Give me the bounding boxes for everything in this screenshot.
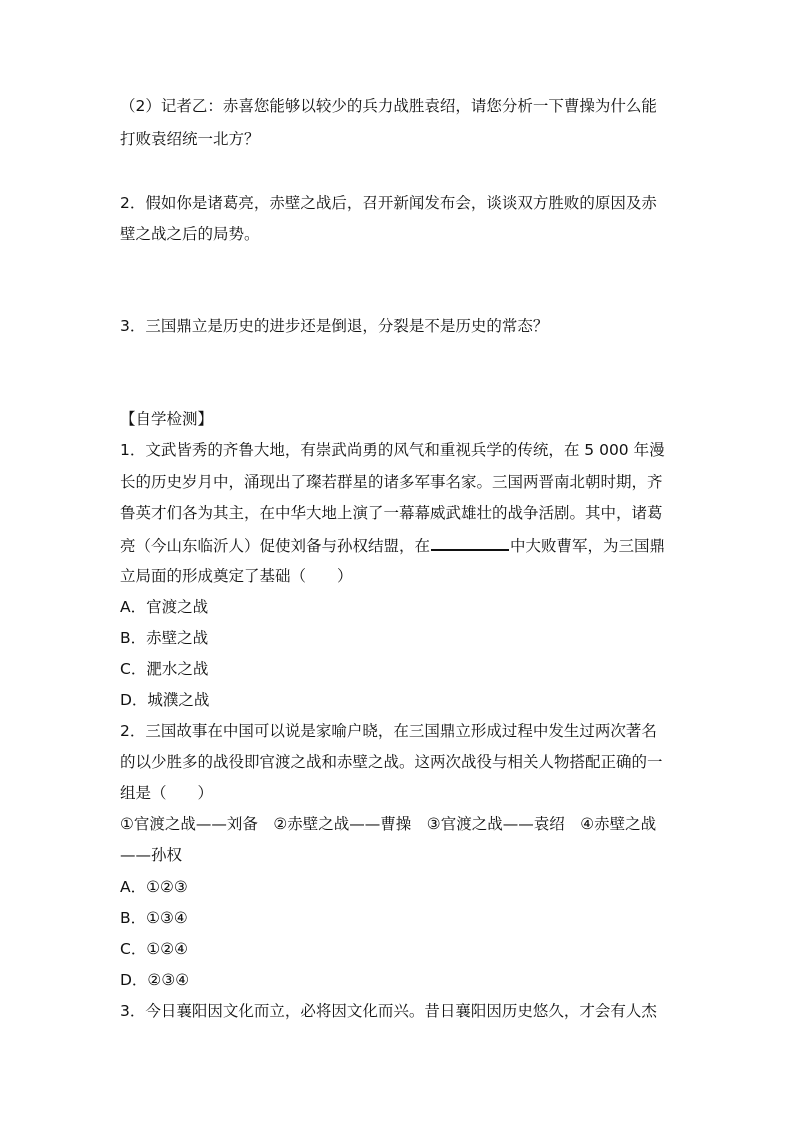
check-q1-line-4-before: 亮（今山东临沂人）促使刘备与孙权结盟，在 [120, 537, 431, 555]
check-q1-line-5: 立局面的形成奠定了基础（ ） [120, 567, 353, 585]
check-q1-option-b: B．赤壁之战 [120, 629, 209, 647]
check-q2-line-3: 组是（ ） [120, 784, 214, 802]
check-q1-option-a: A．官渡之战 [120, 598, 209, 616]
check-q2-option-a: A．①②③ [120, 878, 188, 896]
item-2-line-1: 2．假如你是诸葛亮，赤壁之战后，召开新闻发布会，谈谈双方胜败的原因及赤 [120, 194, 657, 212]
check-q1-line-3: 鲁英才们各为其主，在中华大地上演了一幕幕威武雄壮的战争活剧。其中，诸葛 [120, 504, 663, 522]
check-q2-line-2: 的以少胜多的战役即官渡之战和赤壁之战。这两次战役与相关人物搭配正确的一 [120, 753, 663, 771]
section-heading: 【自学检测】 [120, 410, 214, 428]
check-q2-option-c: C．①②④ [120, 940, 189, 958]
check-q2-line-4: ①官渡之战——刘备 ②赤壁之战——曹操 ③官渡之战——袁绍 ④赤壁之战 [120, 815, 657, 833]
check-q1-line-1: 1．文武皆秀的齐鲁大地，有崇武尚勇的风气和重视兵学的传统，在 5 000 年漫 [120, 441, 665, 459]
question-2-line-2: 打败袁绍统一北方？ [120, 130, 260, 148]
answer-blank [431, 535, 509, 551]
check-q3-line-1: 3．今日襄阳因文化而立，必将因文化而兴。昔日襄阳因历史悠久，才会有人杰 [120, 1002, 657, 1020]
check-q1-line-2: 长的历史岁月中，涌现出了璨若群星的诸多军事名家。三国两晋南北朝时期，齐 [120, 473, 663, 491]
check-q2-option-d: D．②③④ [120, 971, 190, 989]
check-q1-option-c: C．淝水之战 [120, 660, 209, 678]
question-2-line-1: （2）记者乙：赤喜您能够以较少的兵力战胜袁绍，请您分析一下曹操为什么能 [120, 97, 657, 115]
check-q1-option-d: D．城濮之战 [120, 691, 210, 709]
item-3-text: 3．三国鼎立是历史的进步还是倒退，分裂是不是历史的常态？ [120, 317, 549, 335]
check-q2-option-b: B．①③④ [120, 909, 188, 927]
item-2-line-2: 壁之战之后的局势。 [120, 225, 260, 243]
check-q2-line-5: ——孙权 [120, 846, 183, 864]
check-q2-line-1: 2．三国故事在中国可以说是家喻户晓，在三国鼎立形成过程中发生过两次著名 [120, 722, 657, 740]
check-q1-line-4-after: 中大败曹军，为三国鼎 [510, 537, 666, 555]
check-q1-line-4 [120, 535, 680, 557]
